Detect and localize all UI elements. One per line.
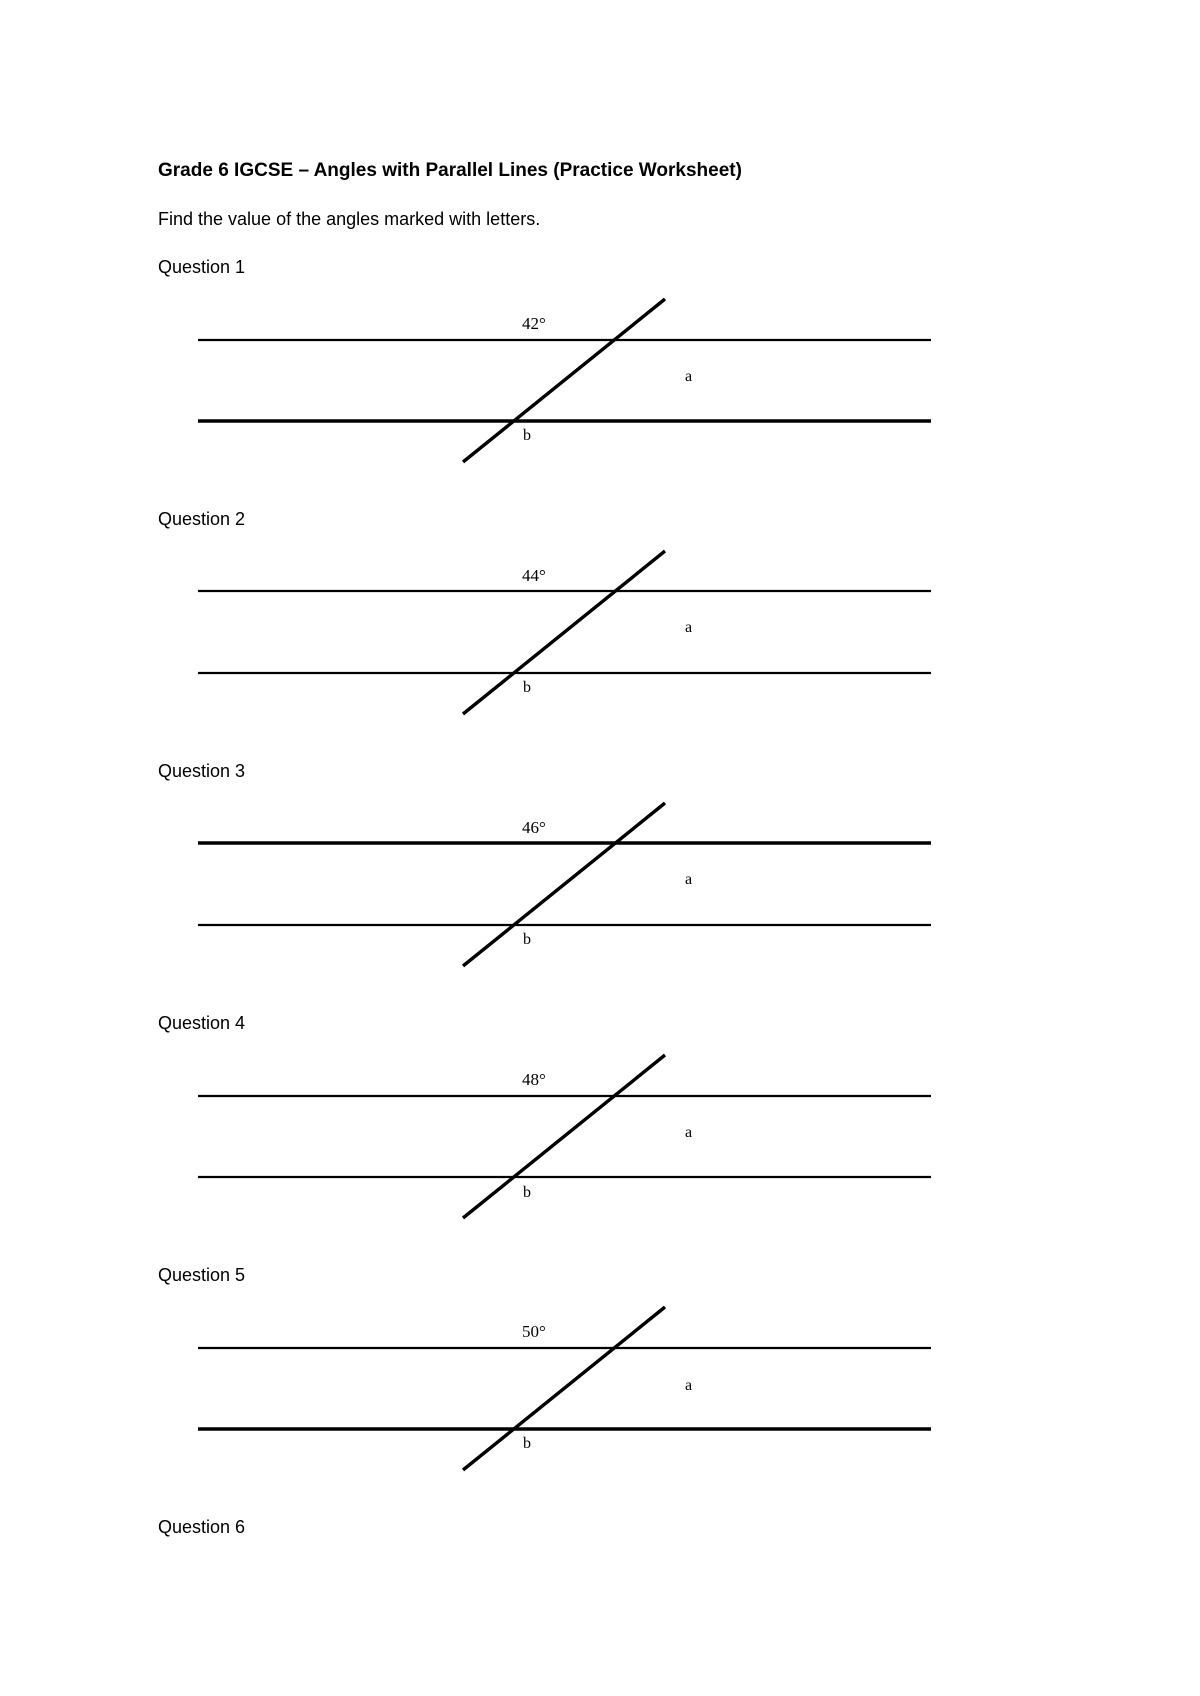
parallel-lines-diagram [0,761,1200,1001]
question-label: Question 4 [158,1013,246,1033]
angle-b-label: b [523,679,531,696]
angle-a-label: a [685,619,693,636]
parallel-lines-diagram [0,1265,1200,1505]
question-label: Question 2 [158,509,246,529]
given-angle-label: 50° [522,1322,546,1341]
transversal-line [463,299,665,462]
question-1 [0,257,1200,497]
question-label: Question 3 [158,761,246,781]
question-label: Question 1 [158,257,246,277]
transversal-line [463,1307,665,1470]
angle-b-label: b [523,1184,531,1201]
angle-b-label: b [523,427,531,444]
question-2 [0,509,1200,749]
given-angle-label: 42° [522,314,546,333]
angle-a-label: a [685,368,693,385]
parallel-lines-diagram [0,1013,1200,1253]
transversal-line [463,1055,665,1218]
worksheet-title: Grade 6 IGCSE – Angles with Parallel Lines (Practice Worksheet) [158,160,742,181]
given-angle-label: 46° [522,818,546,837]
angle-a-label: a [685,1377,693,1394]
question-4 [0,1013,1200,1253]
transversal-line [463,803,665,966]
angle-b-label: b [523,931,531,948]
given-angle-label: 48° [522,1070,546,1089]
question-label: Question 6 [158,1517,246,1537]
question-6 [0,1517,1200,1577]
parallel-lines-diagram [0,257,1200,497]
angle-a-label: a [685,871,693,888]
transversal-line [463,551,665,714]
question-5 [0,1265,1200,1505]
given-angle-label: 44° [522,566,546,585]
question-label: Question 5 [158,1265,246,1285]
question-3 [0,761,1200,1001]
angle-b-label: b [523,1435,531,1452]
parallel-lines-diagram [0,509,1200,749]
angle-a-label: a [685,1124,693,1141]
worksheet-instructions: Find the value of the angles marked with letters. [158,209,541,229]
